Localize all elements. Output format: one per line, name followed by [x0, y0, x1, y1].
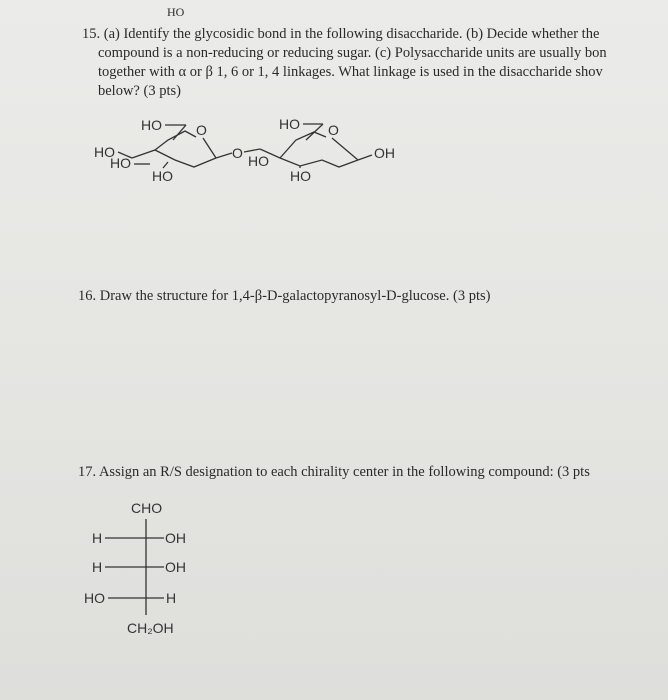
fischer-row-2-right: OH [165, 559, 186, 575]
fischer-bottom-ch2oh: CH₂OH [127, 620, 174, 636]
ring-2-oh-label: OH [374, 145, 395, 161]
question-16-text: 16. Draw the structure for 1,4-β-D-galactopyranosyl-D-glucose. (3 pts) [78, 288, 491, 304]
glycosidic-bond-left [216, 153, 232, 158]
question-15-line-4: below? (3 pts) [98, 83, 181, 99]
ring-1-oxygen-bond [203, 138, 216, 158]
ring-2-ho-top-label: HO [279, 116, 300, 132]
ring-2-upper-bonds [280, 132, 326, 158]
ring-2-ho-left-label: HO [248, 153, 269, 169]
ring-1-ch2oh-bond-2 [173, 125, 186, 140]
fischer-row-1-right: OH [165, 530, 186, 546]
question-17-text: 17. Assign an R/S designation to each chirality center in the following compound: (3 pts [78, 464, 590, 480]
fischer-row-2-left: H [92, 559, 103, 575]
ring-1-ho-top-label: HO [141, 117, 162, 133]
fischer-row-3-right: H [166, 590, 177, 606]
ring-1-o-label: O [196, 122, 207, 138]
ring-1-upper-bonds [155, 131, 196, 150]
fischer-row-3-left: HO [84, 590, 105, 606]
ring-2-ho-bottom-label: HO [290, 168, 311, 184]
ring-2-oxygen-bond [332, 138, 358, 160]
fischer-top-cho: CHO [131, 500, 163, 516]
fischer-labels [84, 500, 186, 636]
ring-2-ch2oh-bond-2 [306, 124, 323, 140]
ring-1-ho-bottom-label: HO [152, 168, 173, 184]
fischer-projection [105, 519, 164, 615]
ring-1-ho-left-label: HO [94, 144, 115, 160]
disaccharide-labels [94, 116, 395, 184]
fischer-row-1-left: H [92, 530, 103, 546]
question-15-line-3: together with α or β 1, 6 or 1, 4 linkages. What linkage is used in the disaccharide shov [98, 64, 603, 80]
bridge-o-label: O [232, 145, 243, 161]
ring-2-oh-bond [358, 155, 372, 160]
glycosidic-bond-right [244, 149, 260, 152]
question-15-line-2: compound is a non-reducing or reducing sugar. (c) Polysaccharide units are usually bon [98, 45, 607, 61]
ring-2-bonds [260, 149, 358, 167]
ring-2-o-label: O [328, 122, 339, 138]
ring-1-ho-left2-label: HO [110, 155, 131, 171]
question-15-line-1: 15. (a) Identify the glycosidic bond in the following disaccharide. (b) Decide whether the [82, 26, 600, 42]
cut-off-top-text: HO [167, 5, 185, 19]
